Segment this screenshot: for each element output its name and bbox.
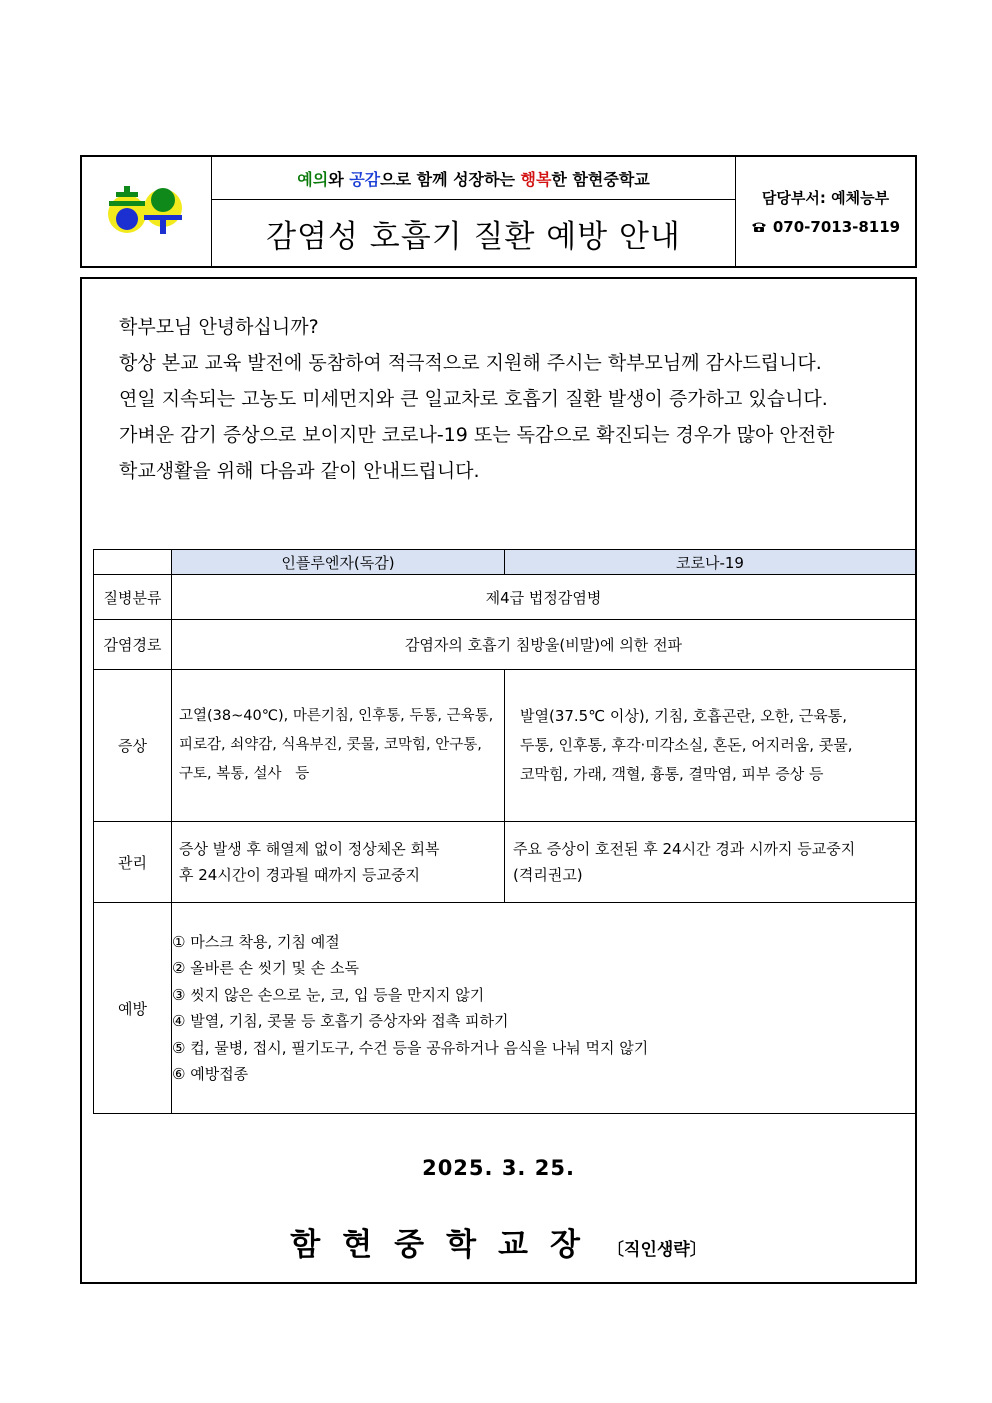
header-empty-cell — [94, 550, 172, 575]
classification-value: 제4급 법정감염병 — [172, 575, 916, 620]
flu-management-line: 후 24시간이 경과될 때까지 등교중지 — [179, 866, 421, 884]
slogan-part-courtesy: 예의 — [297, 169, 329, 189]
intro-line: 가벼운 감기 증상으로 보이지만 코로나-19 또는 독감으로 확진되는 경우가 많아 안전한 — [119, 424, 835, 446]
slogan-part: 으로 함께 성장하는 — [380, 169, 521, 189]
list-item: ④ 발열, 기침, 콧물 등 호흡기 증상자와 접촉 피하기 — [172, 1012, 509, 1030]
table-row — [94, 670, 916, 822]
row-label-symptoms: 증상 — [94, 670, 172, 822]
slogan-part: 와 — [328, 169, 350, 189]
slogan-part: 한 함현중학교 — [551, 169, 650, 189]
covid-symptoms-line: 두통, 인후통, 후각·미각소실, 혼돈, 어지러움, 콧물, — [520, 736, 853, 754]
prevention-list — [172, 903, 916, 1114]
signature-block — [82, 1219, 915, 1264]
header-influenza: 인플루엔자(독감) — [172, 550, 505, 575]
disease-comparison-table — [93, 549, 916, 1114]
seal-omitted-note: 〔직인생략〕 — [607, 1240, 707, 1260]
flu-symptoms-line: 구토, 복통, 설사 등 — [179, 766, 310, 782]
document-title: 감염성 호흡기 질환 예방 안내 — [266, 218, 681, 255]
covid-management — [505, 822, 916, 903]
department: 담당부서: 예체능부 — [761, 189, 890, 207]
document-date: 2025. 3. 25. — [422, 1156, 575, 1180]
school-slogan — [212, 157, 735, 200]
document-header — [80, 155, 917, 268]
row-label-management: 관리 — [94, 822, 172, 903]
school-emblem-icon — [107, 182, 187, 242]
phone-number: 070-7013-8119 — [772, 218, 901, 236]
covid-symptoms — [505, 670, 916, 822]
covid-symptoms-line: 발열(37.5℃ 이상), 기침, 호흡곤란, 오한, 근육통, — [520, 707, 847, 725]
list-item: ⑤ 컵, 물병, 접시, 필기도구, 수건 등을 공유하거나 음식을 나눠 먹지 않기 — [172, 1038, 649, 1057]
flu-symptoms — [172, 670, 505, 822]
slogan-part-empathy: 공감 — [349, 169, 381, 189]
list-item: ⑥ 예방접종 — [172, 1065, 249, 1083]
contact-info — [736, 157, 915, 266]
intro-line: 연일 지속되는 고농도 미세먼지와 큰 일교차로 호흡기 질환 발생이 증가하고 있습니다. — [119, 388, 828, 410]
intro-line: 항상 본교 교육 발전에 동참하여 적극적으로 지원해 주시는 학부모님께 감사드립니다. — [119, 352, 822, 374]
covid-management-line: 주요 증상이 호전된 후 24시간 경과 시까지 등교중지 — [513, 840, 856, 858]
intro-line: 학부모님 안녕하십니까? — [119, 316, 319, 338]
row-label-classification: 질병분류 — [94, 575, 172, 620]
list-item: ② 올바른 손 씻기 및 손 소독 — [172, 959, 359, 977]
intro-text — [119, 309, 899, 489]
covid-management-line: (격리권고) — [513, 866, 583, 884]
document-body — [80, 277, 917, 1284]
list-item: ① 마스크 착용, 기침 예절 — [172, 932, 340, 951]
phone-line — [751, 218, 900, 236]
route-value: 감염자의 호흡기 침방울(비말)에 의한 전파 — [172, 620, 916, 670]
row-label-prevention: 예방 — [94, 903, 172, 1114]
slogan-part-happiness: 행복 — [520, 169, 552, 189]
principal-signature: 함현중학교장 — [290, 1227, 602, 1263]
table-row — [94, 620, 916, 670]
flu-symptoms-line: 고열(38~40℃), 마른기침, 인후통, 두통, 근육통, — [179, 708, 494, 724]
table-header-row — [94, 550, 916, 575]
telephone-icon — [751, 221, 767, 233]
table-row — [94, 575, 916, 620]
list-item: ③ 씻지 않은 손으로 눈, 코, 입 등을 만지지 않기 — [172, 985, 485, 1004]
covid-symptoms-line: 코막힘, 가래, 객혈, 흉통, 결막염, 피부 증상 등 — [520, 765, 824, 783]
row-label-route: 감염경로 — [94, 620, 172, 670]
flu-symptoms-line: 피로감, 쇠약감, 식욕부진, 콧물, 코막힘, 안구통, — [179, 737, 482, 753]
table-row — [94, 822, 916, 903]
header-center — [212, 157, 736, 266]
intro-line: 학교생활을 위해 다음과 같이 안내드립니다. — [119, 460, 480, 482]
header-covid: 코로나-19 — [505, 550, 916, 575]
logo-cell — [82, 157, 212, 266]
flu-management-line: 증상 발생 후 해열제 없이 정상체온 회복 — [179, 840, 440, 858]
flu-management — [172, 822, 505, 903]
table-row — [94, 903, 916, 1114]
